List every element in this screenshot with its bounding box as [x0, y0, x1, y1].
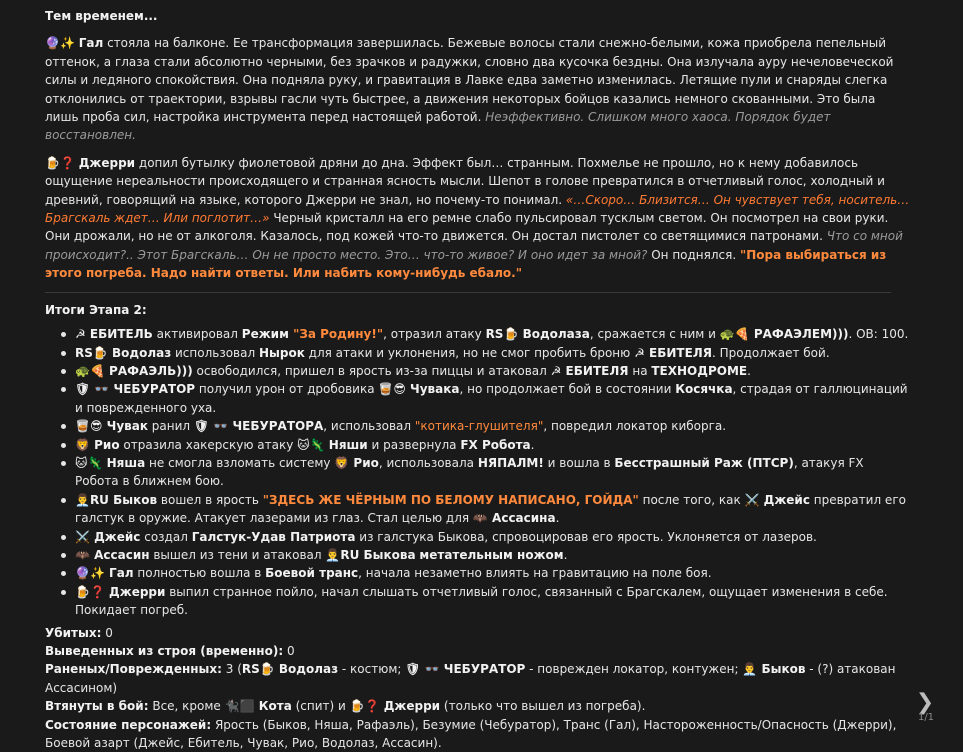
jerry-text-3: Он поднялся.	[647, 247, 740, 262]
message-heading: Тем временем...	[45, 9, 158, 23]
summary-wounded	[45, 660, 911, 697]
summary-state	[45, 716, 911, 752]
list-item	[61, 380, 911, 417]
char-nyasha: 🐱🦎 Няша	[75, 455, 146, 470]
text: превратил его галстук в оружие. Атакует лазерами из глаз. Стал целью для	[75, 492, 906, 526]
char-bykov: 👨‍💼RU Быкова	[325, 547, 416, 562]
char-vodolaz: RS🍺 Водолаз	[241, 662, 339, 677]
list-item	[61, 417, 911, 435]
text: освободился, пришел в ярость из-за пиццы и атаковал	[192, 363, 551, 378]
list-item	[61, 436, 911, 454]
paragraph-gal	[45, 34, 911, 144]
text: и вошла в	[543, 455, 615, 470]
jerry-thought: Что со мной происходит?.. Этот Брагскаль… Он не просто место. Это… что-то живое? И оно идет за мной?	[45, 229, 903, 262]
char-assassin: 🦇 Ассасин	[75, 547, 150, 562]
ability: Нырок	[258, 345, 305, 360]
text: полностью вошла в	[133, 566, 266, 581]
text: , сражается с ним и	[589, 327, 720, 342]
summary-involved	[45, 697, 911, 715]
text: вошел в ярость	[157, 492, 263, 507]
mode-label: Режим	[241, 327, 294, 342]
item-quote: "котика-глушителя"	[414, 419, 544, 434]
label: Состояние персонажей:	[45, 717, 212, 732]
text: и развернула	[367, 437, 461, 452]
text: , атакуя FX Робота в ближнем бою.	[75, 455, 864, 489]
label: Раненых/Поврежденных:	[45, 662, 222, 677]
text: .	[530, 437, 535, 452]
mode-quote: "За Родину!"	[293, 327, 384, 342]
char-raphael: 🐢🍕 РАФАЭЛЬ)))	[75, 363, 193, 378]
rage-quote: "ЗДЕСЬ ЖЕ ЧЁРНЫМ ПО БЕЛОМУ НАПИСАНО, ГОЙДА"	[262, 492, 639, 507]
text: ранил	[147, 419, 194, 434]
char-bykov: 👨‍💼RU Быков	[75, 492, 158, 507]
state: Бесстрашный Раж (ПТСР)	[614, 455, 794, 470]
gal-icons: 🔮✨	[45, 36, 75, 51]
gal-text: стояла на балконе. Ее трансформация завершилась. Бежевые волосы стали снежно-белыми, кожа приобрела пепельный оттенок, а глаза стали абсолютно черными, без зрачков и радужки, словно два кусочка бездны. Она излучала ауру нечеловеческой силы и ледяного спокойствия. Она подняла руку, и гравитация в Лавке едва заметно изменилась. Летящие пули и снаряды слегка отклонились от траектории, взрывы гасли чуть быстрее, а движения некоторых бойцов казались немного скованными. Это была лишь проба сил, настройка инструмента перед настоящей работой.	[45, 36, 894, 125]
text: использовал	[171, 345, 259, 360]
list-item	[61, 325, 911, 343]
summary-killed	[45, 624, 911, 642]
text: 3 (	[221, 662, 242, 677]
list-item	[61, 546, 911, 564]
char-chuvak: 🥃😎 Чувак	[75, 419, 148, 434]
location: ТЕХНОДРОМЕ	[651, 363, 748, 378]
text: , но продолжает бой в состоянии	[459, 382, 676, 397]
char-ebitel: ☭ ЕБИТЕЛЯ	[634, 345, 712, 360]
text: Все, кроме	[148, 699, 225, 714]
results-title: Итоги Этапа 2:	[45, 302, 147, 317]
gal-name: Гал	[78, 36, 104, 51]
char-rio: 🦁 Рио	[334, 455, 379, 470]
char-cheburator: 🛡 👓 ЧЕБУРАТОР	[405, 662, 526, 677]
char-chuvak: 🥃😎 Чувака	[378, 382, 460, 397]
text: на	[628, 363, 652, 378]
item: Галстук-Удав Патриота	[191, 529, 356, 544]
text: .	[563, 547, 568, 562]
char-jerry: 🍺❓ Джерри	[75, 584, 166, 599]
jerry-quote: "Пора выбираться из этого погреба. Надо найти ответы. Или набить кому-нибудь ебало."	[45, 247, 887, 281]
text: . Продолжает бой.	[712, 345, 830, 360]
value: 0	[283, 644, 295, 658]
list-item	[61, 454, 911, 491]
char-ebitel: ☭ ЕБИТЕЛЯ	[550, 363, 629, 378]
text: после того, как	[638, 492, 745, 507]
text: - поврежден локатор, контужен;	[525, 662, 743, 677]
char-jace: ⚔️ Джейс	[75, 529, 141, 544]
char-assassin: 🦇 Ассасина	[472, 511, 556, 526]
state: Косячка	[675, 382, 733, 397]
list-item	[61, 491, 911, 528]
text: . ОВ: 100.	[848, 327, 909, 342]
results-list	[45, 325, 911, 620]
text: вышел из тени и атаковал	[149, 547, 326, 562]
jerry-voice: «…Скоро… Близится… Он чувствует тебя, носитель… Брагскаль ждет… Или поглотит…»	[45, 192, 910, 226]
text: не смогла взломать систему	[145, 455, 335, 470]
jerry-icons: 🍺❓	[45, 155, 75, 170]
char-jerry: 🍺❓ Джерри	[349, 699, 441, 714]
text: , страдая от галлюцинаций и поврежденного уха.	[75, 382, 908, 415]
list-item	[61, 528, 911, 546]
page-counter: 1/1	[917, 712, 935, 723]
label: Выведенных из строя (временно):	[45, 644, 284, 658]
char-rio: 🦁 Рио	[75, 437, 120, 452]
value: Ярость (Быков, Няша, Рафаэль), Безумие (Чебуратор), Транс (Гал), Настороженность/Опасность (Джерри), Боевой азарт (Джейс, Ебитель, Чувак, Рио, Водолаз, Ассасин).	[45, 717, 897, 751]
text: , начала незаметно влиять на гравитацию на поле боя.	[358, 566, 712, 581]
label: Убитых:	[45, 625, 102, 640]
text: активировал	[152, 327, 242, 342]
list-item	[61, 564, 911, 582]
text: (спит) и	[291, 699, 350, 714]
state: Боевой транс	[265, 566, 359, 581]
text: , использовал	[323, 419, 415, 434]
jerry-text-2: Черный кристалл на его ремне слабо пульсировал тусклым светом. Он посмотрел на свои руки. Они дрожали, но не от алкоголя. Казалось, под кожей что-то движется. Он достал пистолет со светящимися патронами.	[45, 211, 889, 244]
jerry-name: Джерри	[78, 155, 136, 170]
text: (только что вышел из погреба).	[440, 699, 646, 714]
char-cat: 🐈‍⬛⬛ Кота	[224, 699, 292, 714]
summary-out	[45, 642, 911, 660]
message-content	[45, 7, 911, 752]
jerry-text-1: допил бутылку фиолетовой дряни до дна. Эффект был… странным. Похмелье не прошло, но к нему добавилось ощущение нереальности происходящего и странная ясность мысли. Шепот в голове превратился в отчетливый голос, холодный и древний, говорящий на языке, которого Джерри не знал, но почему-то понимал.	[45, 155, 885, 207]
text: создал	[140, 529, 192, 544]
char-cheburator: 🛡 👓 ЧЕБУРАТОР	[75, 382, 196, 397]
text: , использовала	[378, 455, 478, 470]
char-ebitel: ☭ ЕБИТЕЛЬ	[75, 327, 153, 342]
text: выпил странное пойло, начал слышать отчетливый голос, связанный с Брагскалем, ощущает изменения в себе. Покидает погреб.	[75, 584, 888, 618]
list-item	[61, 362, 911, 380]
char-cheburator: 🛡 👓 ЧЕБУРАТОРА	[193, 419, 324, 434]
text: .	[555, 511, 560, 526]
list-item	[61, 583, 911, 620]
char-jace: ⚔️ Джейс	[744, 492, 810, 507]
text: получил урон от дробовика	[195, 382, 379, 397]
weapon: метательным ножом	[419, 547, 564, 562]
char-vodolaz: RS🍺 Водолаза	[485, 327, 590, 342]
ability: НЯПАЛМ!	[477, 455, 544, 470]
text: , отразил атаку	[383, 327, 486, 342]
paragraph-jerry	[45, 154, 911, 283]
gal-thought: Неэффективно. Слишком много хаоса. Порядок будет восстановлен.	[45, 110, 831, 143]
text: , повредил локатор киборга.	[543, 419, 727, 434]
char-nyasha: 🐱🦎 Няши	[297, 437, 368, 452]
label: Втянуты в бой:	[45, 699, 149, 714]
text: - (?) атакован Ассасином)	[45, 662, 896, 695]
text: для атаки и уклонения, но не смог пробить броню	[304, 345, 635, 360]
text: из галстука Быкова, спровоцировав его ярость. Уклоняется от лазеров.	[355, 529, 817, 544]
char-vodolaz: RS🍺 Водолаз	[75, 345, 172, 360]
value: 0	[101, 625, 113, 640]
char-bykov: 👨‍💼 Быков	[742, 662, 806, 677]
char-gal: 🔮✨ Гал	[75, 566, 134, 581]
text: - костюм;	[338, 662, 406, 677]
divider	[45, 292, 891, 293]
text: .	[747, 363, 751, 378]
list-item	[61, 344, 911, 362]
text: отразила хакерскую атаку	[119, 437, 298, 452]
char-raphael: 🐢🍕 РАФАЭЛЕМ)))	[719, 327, 849, 342]
chevron-right-icon[interactable]: ❯	[915, 690, 935, 715]
fx-robot: FX Робота	[460, 437, 531, 452]
